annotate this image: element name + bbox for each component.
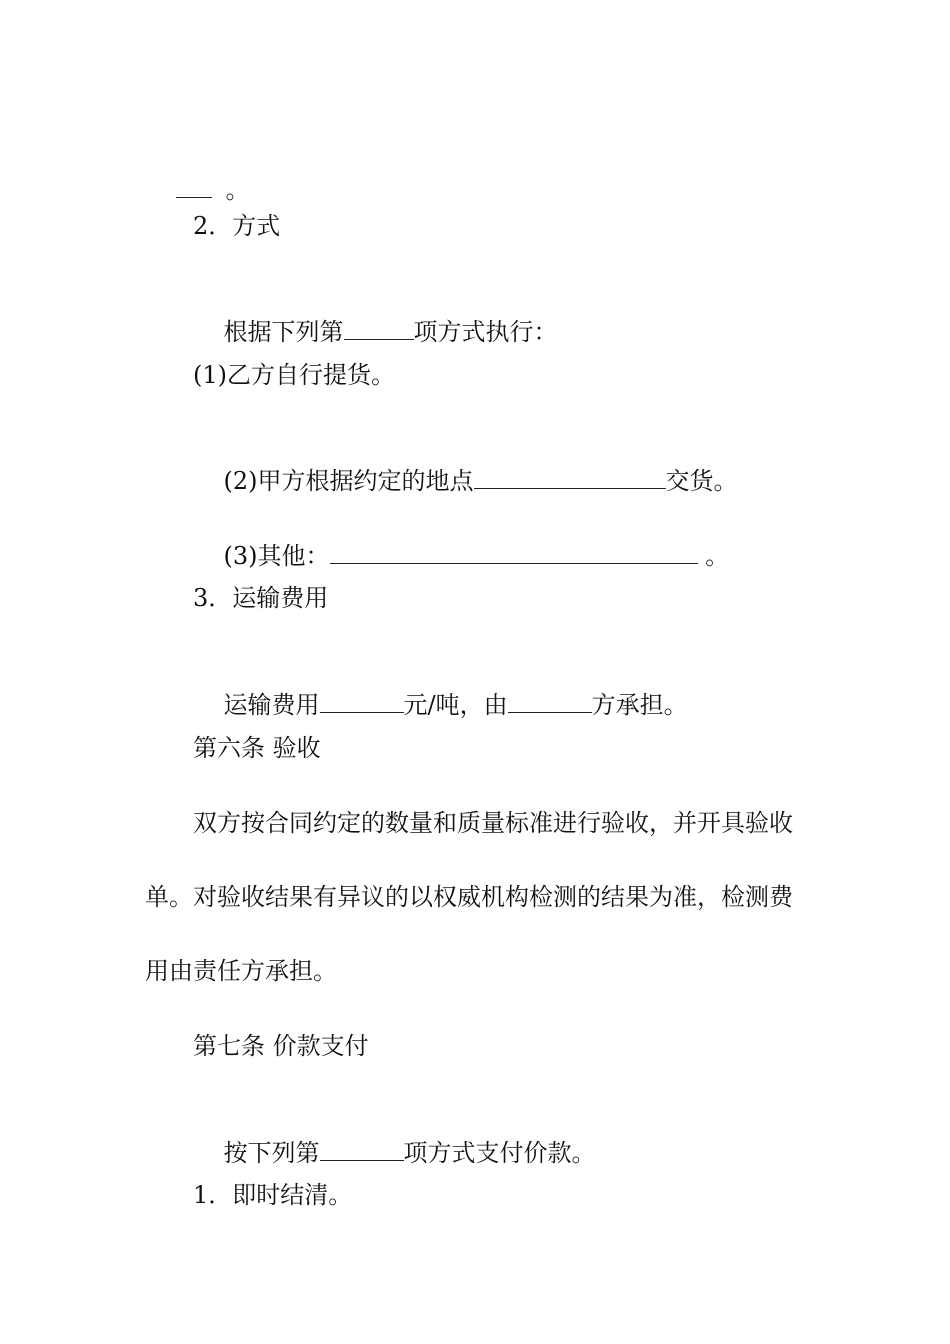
fill-blank [176,173,212,198]
text-line-continuation: 。 [145,143,250,235]
list-item-option-1: (1)乙方自行提货。 [193,361,395,389]
paragraph-acceptance-line-2: 单。对验收结果有异议的以权威机构检测的结果为准，检测费 [145,883,793,911]
fill-blank [474,464,666,489]
list-item-option-2: (2)甲方根据约定的地点 交货。 [193,434,738,526]
paragraph-acceptance-line-3: 用由责任方承担。 [145,957,337,985]
fill-blank [508,688,592,713]
text-line-method-choice: 根据下列第 项方式执行： [193,285,558,377]
list-item-immediate-settlement: 1．即时结清。 [193,1181,353,1209]
fill-blank [320,688,404,713]
section-heading-transport-fee: 3．运输费用 [193,584,329,612]
paragraph-acceptance-line-1: 双方按合同约定的数量和质量标准进行验收，并开具验收 [193,809,793,837]
list-item-option-3: (3)其他： 。 [193,509,729,601]
section-heading-method: 2．方式 [193,212,281,240]
fill-blank [330,539,698,564]
article-heading-payment: 第七条 价款支付 [193,1032,369,1060]
text-line-payment-choice: 按下列第 项方式支付价款。 [193,1106,596,1198]
fill-blank [320,1136,404,1161]
article-heading-acceptance: 第六条 验收 [193,734,321,762]
fill-blank [344,315,414,340]
text-line-transport-fee: 运输费用 元/吨，由 方承担。 [193,658,688,750]
